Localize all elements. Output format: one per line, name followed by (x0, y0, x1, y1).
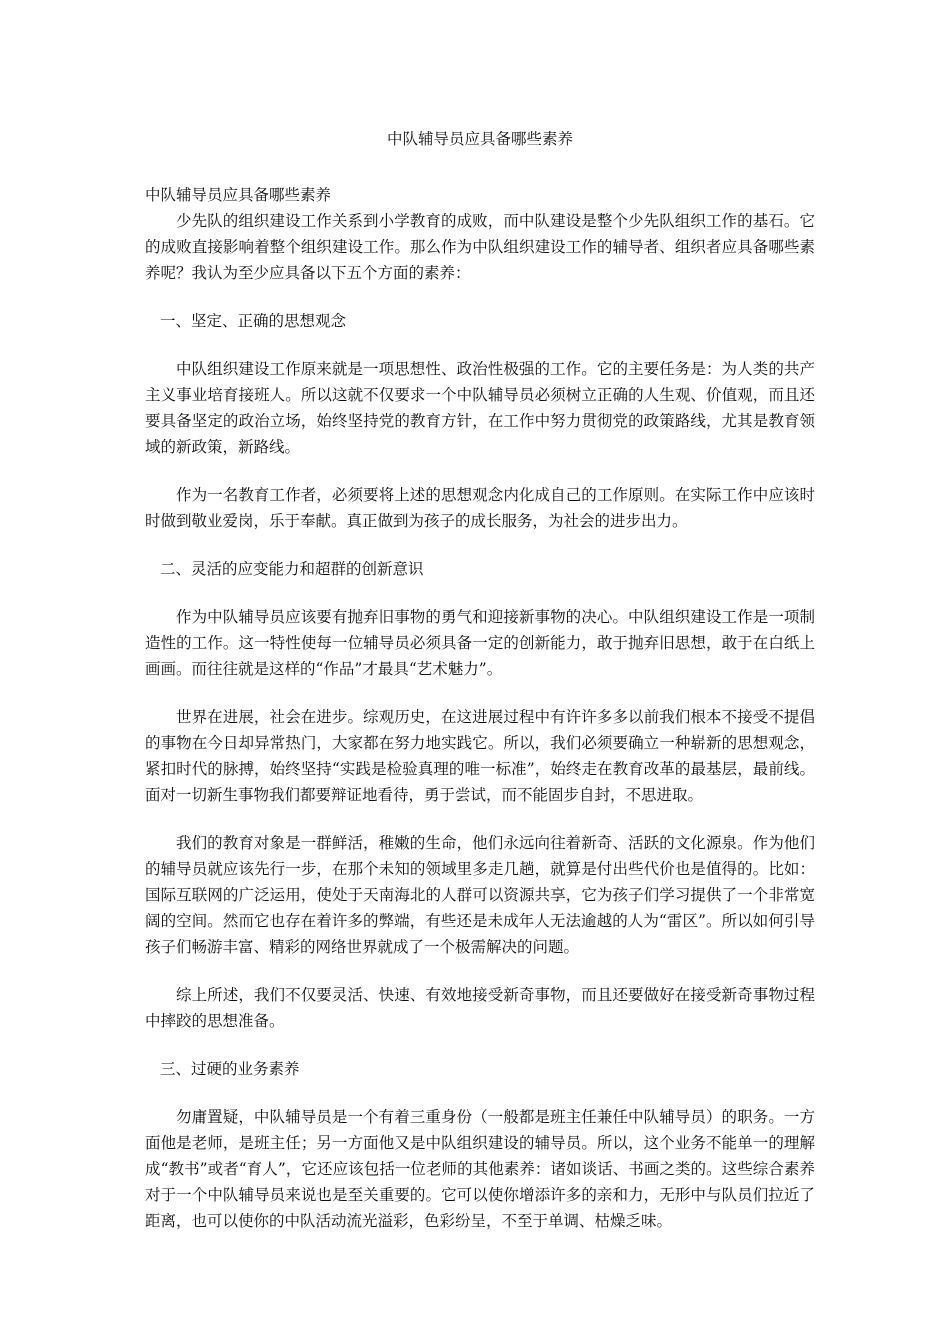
document-subtitle: 中队辅导员应具备哪些素养 (145, 186, 332, 204)
section-2-paragraph-1: 作为中队辅导员应该要有抛弃旧事物的勇气和迎接新事物的决心。中队组织建设工作是一项制造性的工作。这一特性使每一位辅导员必须具备一定的创新能力，敢于抛弃旧思想，敢于在白纸上画画。而往往就是这样的“作品”才最具“艺术魅力”。 (145, 608, 815, 678)
spacer (145, 334, 815, 356)
section-2-heading: 二、灵活的应变能力和超群的创新意识 (160, 560, 424, 578)
spacer (145, 808, 815, 830)
spacer (145, 1082, 815, 1104)
spacer (145, 682, 815, 704)
section-3-paragraph-1: 勿庸置疑，中队辅导员是一个有着三重身份（一般都是班主任兼任中队辅导员）的职务。一方面他是老师，是班主任；另一方面他又是中队组织建设的辅导员。所以，这个业务不能单一的理解成“教书”或者“育人”，它还应该包括一位老师的其他素养：诸如谈话、书画之类的。这些综合素养对于一个中队辅导员来说也是至关重要的。它可以使你增添许多的亲和力，无形中与队员们拉近了距离，也可以使你的中队活动流光溢彩，色彩纷呈，不至于单调、枯燥乏味。 (145, 1108, 815, 1230)
spacer (145, 582, 815, 604)
section-3-heading: 三、过硬的业务素养 (160, 1060, 300, 1078)
intro-paragraph: 少先队的组织建设工作关系到小学教育的成败，而中队建设是整个少先队组织工作的基石。它的成败直接影响着整个组织建设工作。那么作为中队组织建设工作的辅导者、组织者应具备哪些素养呢？我认为至少应具备以下五个方面的素养： (145, 212, 815, 282)
section-2-paragraph-4: 综上所述，我们不仅要灵活、快速、有效地接受新奇事物，而且还要做好在接受新奇事物过程中摔跤的思想准备。 (145, 986, 815, 1030)
section-1-paragraph-1: 中队组织建设工作原来就是一项思想性、政治性极强的工作。它的主要任务是：为人类的共产主义事业培育接班人。所以这就不仅要求一个中队辅导员必须树立正确的人生观、价值观，而且还要具备坚定的政治立场，始终坚持党的教育方针，在工作中努力贯彻党的政策路线，尤其是教育领域的新政策，新路线。 (145, 360, 815, 456)
spacer (145, 1034, 815, 1056)
spacer (145, 286, 815, 308)
document-page (145, 128, 815, 1234)
spacer (145, 534, 815, 556)
section-2-paragraph-3: 我们的教育对象是一群鲜活，稚嫩的生命，他们永远向往着新奇、活跃的文化源泉。作为他们的辅导员就应该先行一步，在那个未知的领域里多走几趟，就算是付出些代价也是值得的。比如：国际互联网的广泛运用，使处于天南海北的人群可以资源共享，它为孩子们学习提供了一个非常宽阔的空间。然而它也存在着许多的弊端，有些还是未成年人无法逾越的人为“雷区”。所以如何引导孩子们畅游丰富、精彩的网络世界就成了一个极需解决的问题。 (145, 834, 815, 956)
spacer (145, 960, 815, 982)
document-title: 中队辅导员应具备哪些素养 (386, 130, 573, 148)
section-1-paragraph-2: 作为一名教育工作者，必须要将上述的思想观念内化成自己的工作原则。在实际工作中应该时时做到敬业爱岗，乐于奉献。真正做到为孩子的成长服务，为社会的进步出力。 (145, 486, 815, 530)
section-1-heading: 一、坚定、正确的思想观念 (160, 312, 347, 330)
section-2-paragraph-2: 世界在进展，社会在进步。综观历史，在这进展过程中有许许多多以前我们根本不接受不提倡的事物在今日却异常热门，大家都在努力地实践它。所以，我们必须要确立一种崭新的思想观念，紧扣时代的脉搏，始终坚持“实践是检验真理的唯一标准”，始终走在教育改革的最基层，最前线。面对一切新生事物我们都要辩证地看待，勇于尝试，而不能固步自封，不思进取。 (145, 708, 815, 804)
spacer (145, 460, 815, 482)
